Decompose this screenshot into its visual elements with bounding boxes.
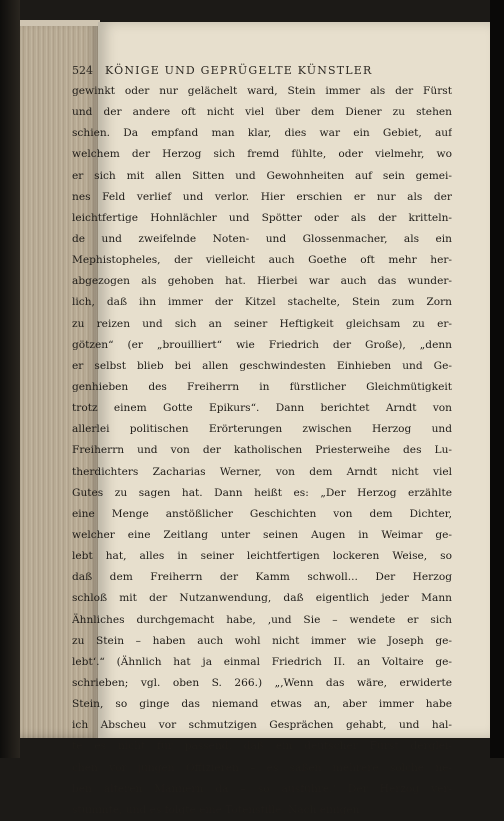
text-line: Stein, so ginge das niemand etwas an, aber immer habe — [72, 698, 452, 711]
text-line: lich, daß ihn immer der Kitzel stachelte, Stein zum Zorn — [72, 296, 452, 309]
text-line: trotz einem Gotte Epikurs“. Dann berichtet Arndt von — [72, 402, 452, 415]
text-line: ben älteren Männern da – so ausführe.‘ Der Herzog ver- — [72, 782, 452, 795]
text-line: nes Feld verlief und verlor. Hier erschien er nur als der — [72, 190, 452, 203]
text-line: götzen“ (er „brouilliert“ wie Friedrich der Große), „denn — [72, 338, 452, 351]
text-line: lebt hat, alles in seiner leichtfertigen lockeren Weise, so — [72, 550, 452, 563]
text-line: therdichters Zacharias Werner, von dem Arndt nicht viel — [72, 465, 452, 478]
text-line: schrieben; vgl. oben S. 266.) „‚Wenn das wäre, erwiderte — [72, 676, 452, 689]
text-line: schien. Da empfand man klar, dies war ein Gebiet, auf — [72, 127, 452, 140]
text-line: lebt‘.“ (Ähnlich hat ja einmal Friedrich II. an Voltaire ge- — [72, 655, 452, 668]
text-line: Mephistopheles, der vielleicht auch Goethe oft mehr her- — [72, 254, 452, 267]
text-line: de und zweifelnde Noten- und Glossenmacher, als ein — [72, 232, 452, 245]
text-line: Gutes zu sagen hat. Dann heißt es: „Der Herzog erzählte — [72, 486, 452, 499]
text-line: chen vor jungen Offizieren – es saßen mehrere solche ne- — [72, 761, 452, 774]
text-line: stummte, und es folgte eine Totenstille. Nach einigen — [72, 803, 360, 816]
text-line: Freiherrn und von der katholischen Priesterweihe des Lu- — [72, 444, 452, 457]
text-line: schloß mit der Nutzanwendung, daß eigentlich jeder Mann — [72, 592, 452, 605]
text-line: zu reizen und sich an seiner Heftigkeit gleichsam zu er- — [72, 317, 452, 330]
text-line: welchem der Herzog sich fremd fühlte, oder vielmehr, wo — [72, 148, 452, 161]
text-line: und der andere oft nicht viel über dem Diener zu stehen — [72, 106, 452, 119]
text-line: eine Menge anstößlicher Geschichten von dem Dichter, — [72, 507, 452, 520]
text-line: er selbst blieb bei allen geschwindesten Einhieben und Ge- — [72, 359, 452, 372]
text-line: allerlei politischen Erörterungen zwischen Herzog und — [72, 423, 452, 436]
body-text — [72, 81, 452, 821]
text-line: gewinkt oder nur gelächelt ward, Stein immer als der Fürst — [72, 85, 452, 97]
page-number: 524 — [72, 64, 93, 77]
running-header — [72, 64, 454, 82]
text-line: er sich mit allen Sitten und Gewohnheiten auf sein gemei- — [72, 169, 452, 182]
text-line: leichtfertige Hohnlächler und Spötter oder als der kritteln- — [72, 211, 452, 224]
text-line: zu Stein – haben auch wohl nicht immer wie Joseph ge- — [72, 634, 452, 647]
text-line: genhieben des Freiherrn in fürstlicher Gleichmütigkeit — [72, 380, 452, 393]
running-title: KÖNIGE UND GEPRÜGELTE KÜNSTLER — [105, 64, 373, 77]
page-stack-top — [20, 20, 100, 26]
text-line: Ähnliches durchgemacht habe, ‚und Sie – wendete er sich — [72, 613, 452, 626]
text-line: te es nicht für passend, daß ein deutscher Fürst derglei- — [72, 740, 452, 753]
book-right-shadow — [490, 0, 504, 758]
text-line: welcher eine Zeitlang unter seinen Augen in Weimar ge- — [72, 528, 452, 541]
book-spine-shadow — [0, 0, 20, 758]
text-line: abgezogen als gehoben hat. Hierbei war auch das wunder- — [72, 275, 452, 288]
text-line: daß dem Freiherrn der Kamm schwoll... Der Herzog — [72, 571, 452, 584]
text-line: ich Abscheu vor schmutzigen Gesprächen gehabt, und hal- — [72, 719, 452, 732]
